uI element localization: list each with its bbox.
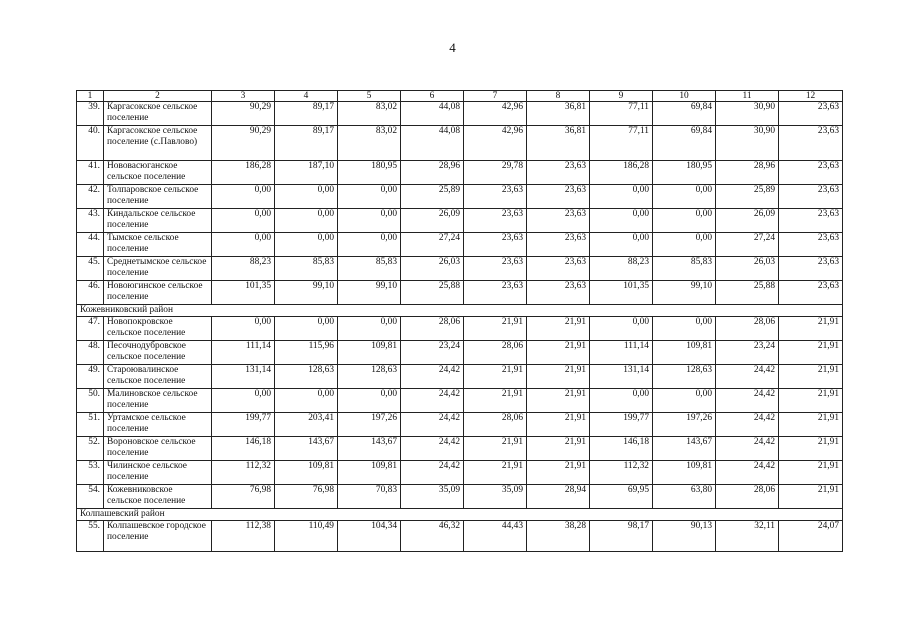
value-cell: 83,02: [338, 126, 401, 161]
table-row: [77, 437, 843, 461]
value-cell: 110,49: [275, 521, 338, 552]
value-cell: 0,00: [212, 209, 275, 233]
row-number: 48.: [77, 341, 104, 365]
value-cell: 21,91: [527, 437, 590, 461]
value-cell: 70,83: [338, 485, 401, 509]
row-number: 50.: [77, 389, 104, 413]
value-cell: 26,03: [716, 257, 779, 281]
value-cell: 46,32: [401, 521, 464, 552]
settlement-name: Песочнодубровское сельское поселение: [104, 341, 212, 365]
value-cell: 26,09: [401, 209, 464, 233]
value-cell: 85,83: [338, 257, 401, 281]
settlement-name: Каргасокское сельское поселение (с.Павлово): [104, 126, 212, 161]
settlement-name: Киндальское сельское поселение: [104, 209, 212, 233]
value-cell: 24,42: [716, 413, 779, 437]
settlement-name: Среднетымское сельское поселение: [104, 257, 212, 281]
row-number: 41.: [77, 161, 104, 185]
value-cell: 0,00: [275, 389, 338, 413]
value-cell: 21,91: [464, 365, 527, 389]
value-cell: 24,42: [716, 389, 779, 413]
value-cell: 0,00: [590, 209, 653, 233]
row-number: 52.: [77, 437, 104, 461]
value-cell: 186,28: [590, 161, 653, 185]
page-number: 4: [449, 40, 456, 55]
row-number: 43.: [77, 209, 104, 233]
value-cell: 26,09: [716, 209, 779, 233]
value-cell: 21,91: [779, 389, 843, 413]
value-cell: 24,42: [716, 365, 779, 389]
value-cell: 44,43: [464, 521, 527, 552]
row-number: 47.: [77, 317, 104, 341]
value-cell: 23,63: [527, 209, 590, 233]
value-cell: 0,00: [275, 185, 338, 209]
row-number: 53.: [77, 461, 104, 485]
value-cell: 28,06: [716, 485, 779, 509]
row-number: 55.: [77, 521, 104, 552]
value-cell: 23,63: [527, 185, 590, 209]
value-cell: 131,14: [212, 365, 275, 389]
column-number-header: 2: [104, 91, 212, 102]
settlement-name: Вороновское сельское поселение: [104, 437, 212, 461]
value-cell: 69,95: [590, 485, 653, 509]
value-cell: 0,00: [590, 233, 653, 257]
value-cell: 98,17: [590, 521, 653, 552]
table-row: [77, 389, 843, 413]
value-cell: 27,24: [716, 233, 779, 257]
table-row: [77, 317, 843, 341]
value-cell: 21,91: [464, 437, 527, 461]
value-cell: 21,91: [464, 461, 527, 485]
settlement-name: Кожевниковское сельское поселение: [104, 485, 212, 509]
settlement-name: Чилинское сельское поселение: [104, 461, 212, 485]
column-number-row: [77, 91, 843, 102]
value-cell: 0,00: [338, 209, 401, 233]
value-cell: 104,34: [338, 521, 401, 552]
value-cell: 180,95: [653, 161, 716, 185]
value-cell: 99,10: [338, 281, 401, 305]
value-cell: 187,10: [275, 161, 338, 185]
value-cell: 131,14: [590, 365, 653, 389]
row-number: 54.: [77, 485, 104, 509]
value-cell: 21,91: [527, 389, 590, 413]
value-cell: 24,42: [401, 413, 464, 437]
value-cell: 115,96: [275, 341, 338, 365]
value-cell: 112,38: [212, 521, 275, 552]
value-cell: 36,81: [527, 126, 590, 161]
value-cell: 89,17: [275, 102, 338, 126]
district-name: Кожевниковский район: [77, 305, 843, 317]
value-cell: 88,23: [212, 257, 275, 281]
value-cell: 63,80: [653, 485, 716, 509]
value-cell: 203,41: [275, 413, 338, 437]
table-row: [77, 209, 843, 233]
value-cell: 143,67: [653, 437, 716, 461]
column-number-header: 8: [527, 91, 590, 102]
table-row: [77, 161, 843, 185]
value-cell: 28,06: [464, 413, 527, 437]
table-row: [77, 102, 843, 126]
value-cell: 197,26: [653, 413, 716, 437]
value-cell: 23,63: [779, 257, 843, 281]
value-cell: 0,00: [590, 389, 653, 413]
column-number-header: 11: [716, 91, 779, 102]
row-number: 39.: [77, 102, 104, 126]
value-cell: 28,94: [527, 485, 590, 509]
column-number-header: 10: [653, 91, 716, 102]
value-cell: 23,63: [779, 233, 843, 257]
value-cell: 21,91: [527, 365, 590, 389]
value-cell: 21,91: [464, 317, 527, 341]
table-row: [77, 281, 843, 305]
settlement-name: Новопокровское сельское поселение: [104, 317, 212, 341]
value-cell: 99,10: [275, 281, 338, 305]
column-number-header: 3: [212, 91, 275, 102]
value-cell: 76,98: [212, 485, 275, 509]
value-cell: 199,77: [590, 413, 653, 437]
row-number: 46.: [77, 281, 104, 305]
value-cell: 24,07: [779, 521, 843, 552]
value-cell: 0,00: [212, 389, 275, 413]
value-cell: 0,00: [338, 317, 401, 341]
value-cell: 23,63: [779, 102, 843, 126]
table-row: [77, 521, 843, 552]
value-cell: 23,63: [779, 209, 843, 233]
value-cell: 36,81: [527, 102, 590, 126]
value-cell: 199,77: [212, 413, 275, 437]
district-header-row: [77, 509, 843, 521]
tariff-table: [76, 90, 843, 552]
value-cell: 23,63: [464, 209, 527, 233]
column-number-header: 7: [464, 91, 527, 102]
value-cell: 25,89: [716, 185, 779, 209]
column-number-header: 4: [275, 91, 338, 102]
value-cell: 109,81: [653, 461, 716, 485]
value-cell: 0,00: [653, 317, 716, 341]
value-cell: 85,83: [653, 257, 716, 281]
value-cell: 76,98: [275, 485, 338, 509]
settlement-name: Новоюгинское сельское поселение: [104, 281, 212, 305]
value-cell: 90,29: [212, 102, 275, 126]
value-cell: 0,00: [212, 185, 275, 209]
value-cell: 24,42: [401, 437, 464, 461]
table-row: [77, 485, 843, 509]
value-cell: 99,10: [653, 281, 716, 305]
value-cell: 0,00: [275, 209, 338, 233]
row-number: 42.: [77, 185, 104, 209]
value-cell: 0,00: [590, 317, 653, 341]
value-cell: 32,11: [716, 521, 779, 552]
value-cell: 25,88: [401, 281, 464, 305]
value-cell: 21,91: [779, 341, 843, 365]
value-cell: 24,42: [716, 461, 779, 485]
value-cell: 128,63: [338, 365, 401, 389]
row-number: 51.: [77, 413, 104, 437]
value-cell: 0,00: [275, 233, 338, 257]
value-cell: 0,00: [212, 317, 275, 341]
column-number-header: 9: [590, 91, 653, 102]
value-cell: 21,91: [779, 461, 843, 485]
settlement-name: Уртамское сельское поселение: [104, 413, 212, 437]
value-cell: 146,18: [212, 437, 275, 461]
value-cell: 85,83: [275, 257, 338, 281]
district-name: Колпашевский район: [77, 509, 843, 521]
value-cell: 29,78: [464, 161, 527, 185]
value-cell: 112,32: [590, 461, 653, 485]
row-number: 44.: [77, 233, 104, 257]
value-cell: 23,24: [401, 341, 464, 365]
table-row: [77, 365, 843, 389]
value-cell: 111,14: [590, 341, 653, 365]
value-cell: 128,63: [653, 365, 716, 389]
value-cell: 21,91: [527, 317, 590, 341]
value-cell: 111,14: [212, 341, 275, 365]
value-cell: 0,00: [590, 185, 653, 209]
value-cell: 24,42: [716, 437, 779, 461]
value-cell: 143,67: [275, 437, 338, 461]
value-cell: 77,11: [590, 126, 653, 161]
value-cell: 44,08: [401, 102, 464, 126]
value-cell: 89,17: [275, 126, 338, 161]
table-row: [77, 126, 843, 161]
column-number-header: 5: [338, 91, 401, 102]
value-cell: 28,96: [401, 161, 464, 185]
value-cell: 0,00: [653, 389, 716, 413]
settlement-name: Тымское сельское поселение: [104, 233, 212, 257]
value-cell: 23,24: [716, 341, 779, 365]
value-cell: 101,35: [212, 281, 275, 305]
value-cell: 23,63: [779, 161, 843, 185]
value-cell: 21,91: [779, 317, 843, 341]
value-cell: 23,63: [779, 185, 843, 209]
settlement-name: Толпаровское сельское поселение: [104, 185, 212, 209]
value-cell: 109,81: [338, 341, 401, 365]
value-cell: 109,81: [653, 341, 716, 365]
settlement-name: Колпашевское городское поселение: [104, 521, 212, 552]
value-cell: 23,63: [779, 126, 843, 161]
value-cell: 21,91: [527, 461, 590, 485]
value-cell: 146,18: [590, 437, 653, 461]
value-cell: 0,00: [212, 233, 275, 257]
table-row: [77, 185, 843, 209]
value-cell: 109,81: [338, 461, 401, 485]
column-number-header: 6: [401, 91, 464, 102]
value-cell: 77,11: [590, 102, 653, 126]
value-cell: 90,13: [653, 521, 716, 552]
value-cell: 90,29: [212, 126, 275, 161]
value-cell: 42,96: [464, 102, 527, 126]
value-cell: 28,06: [401, 317, 464, 341]
value-cell: 23,63: [527, 161, 590, 185]
value-cell: 30,90: [716, 126, 779, 161]
value-cell: 23,63: [464, 185, 527, 209]
settlement-name: Малиновское сельское поселение: [104, 389, 212, 413]
value-cell: 21,91: [779, 437, 843, 461]
value-cell: 21,91: [527, 413, 590, 437]
value-cell: 24,42: [401, 365, 464, 389]
row-number: 45.: [77, 257, 104, 281]
value-cell: 23,63: [527, 257, 590, 281]
value-cell: 0,00: [338, 185, 401, 209]
value-cell: 21,91: [779, 365, 843, 389]
value-cell: 69,84: [653, 126, 716, 161]
row-number: 40.: [77, 126, 104, 161]
value-cell: 35,09: [401, 485, 464, 509]
value-cell: 0,00: [338, 389, 401, 413]
value-cell: 21,91: [779, 485, 843, 509]
value-cell: 21,91: [464, 389, 527, 413]
row-number: 49.: [77, 365, 104, 389]
value-cell: 24,42: [401, 461, 464, 485]
table-row: [77, 341, 843, 365]
value-cell: 24,42: [401, 389, 464, 413]
value-cell: 0,00: [653, 185, 716, 209]
value-cell: 23,63: [464, 281, 527, 305]
value-cell: 23,63: [527, 233, 590, 257]
value-cell: 186,28: [212, 161, 275, 185]
table-row: [77, 233, 843, 257]
value-cell: 143,67: [338, 437, 401, 461]
column-number-header: 12: [779, 91, 843, 102]
value-cell: 180,95: [338, 161, 401, 185]
value-cell: 88,23: [590, 257, 653, 281]
value-cell: 197,26: [338, 413, 401, 437]
value-cell: 26,03: [401, 257, 464, 281]
value-cell: 69,84: [653, 102, 716, 126]
value-cell: 23,63: [464, 233, 527, 257]
value-cell: 25,88: [716, 281, 779, 305]
value-cell: 101,35: [590, 281, 653, 305]
table-row: [77, 413, 843, 437]
value-cell: 25,89: [401, 185, 464, 209]
value-cell: 35,09: [464, 485, 527, 509]
value-cell: 44,08: [401, 126, 464, 161]
value-cell: 28,06: [464, 341, 527, 365]
value-cell: 21,91: [779, 413, 843, 437]
value-cell: 128,63: [275, 365, 338, 389]
value-cell: 83,02: [338, 102, 401, 126]
value-cell: 0,00: [275, 317, 338, 341]
value-cell: 23,63: [464, 257, 527, 281]
value-cell: 30,90: [716, 102, 779, 126]
table-header: [77, 91, 843, 102]
column-number-header: 1: [77, 91, 104, 102]
value-cell: 42,96: [464, 126, 527, 161]
value-cell: 28,06: [716, 317, 779, 341]
table-row: [77, 257, 843, 281]
value-cell: 0,00: [653, 233, 716, 257]
value-cell: 28,96: [716, 161, 779, 185]
settlement-name: Каргасокское сельское поселение: [104, 102, 212, 126]
value-cell: 21,91: [527, 341, 590, 365]
settlement-name: Староювалинское сельское поселение: [104, 365, 212, 389]
value-cell: 109,81: [275, 461, 338, 485]
settlement-name: Нововасюганское сельское поселение: [104, 161, 212, 185]
table-body: [77, 102, 843, 552]
value-cell: 23,63: [527, 281, 590, 305]
value-cell: 23,63: [779, 281, 843, 305]
value-cell: 27,24: [401, 233, 464, 257]
district-header-row: [77, 305, 843, 317]
value-cell: 0,00: [653, 209, 716, 233]
value-cell: 112,32: [212, 461, 275, 485]
table-row: [77, 461, 843, 485]
value-cell: 0,00: [338, 233, 401, 257]
value-cell: 38,28: [527, 521, 590, 552]
